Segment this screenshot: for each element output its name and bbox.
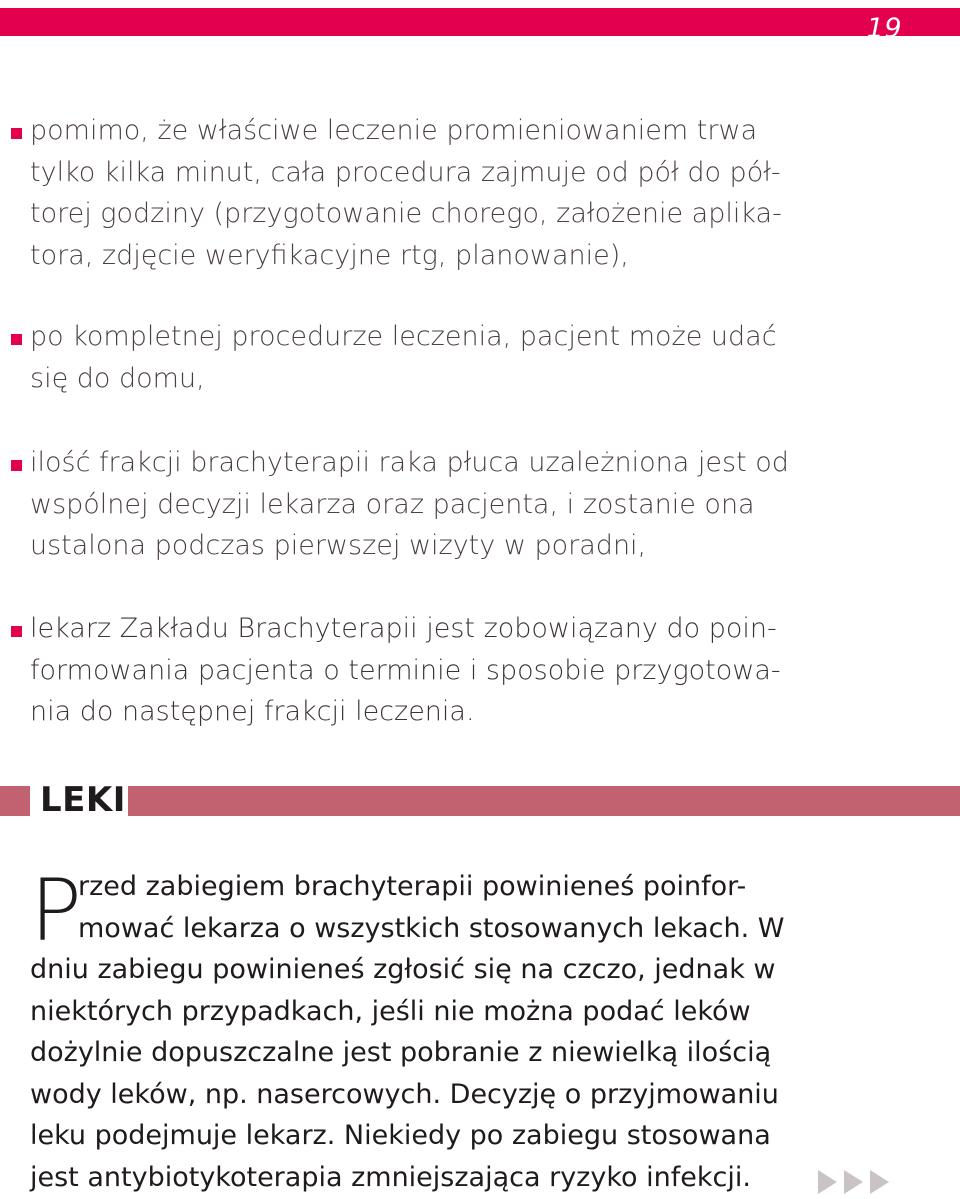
- page-number: 19: [866, 13, 902, 44]
- paragraph-line: mować lekarza o wszystkich stosowanych lekach. W: [78, 912, 785, 944]
- paragraph-line: leku podejmuje lekarz. Niekiedy po zabiegu stosowana: [30, 1120, 771, 1151]
- bullet-line: nia do następnej frakcji leczenia.: [30, 696, 475, 727]
- header-bar: [0, 8, 960, 44]
- list-item: [30, 442, 790, 567]
- bullet-line: pomimo, że właściwe leczenie promieniowaniem trwa: [30, 115, 758, 146]
- bullet-square-icon: [11, 460, 22, 471]
- paragraph-line: wody leków, np. nasercowych. Decyzję o przyjmowaniu: [30, 1078, 779, 1110]
- section-header: [0, 782, 960, 818]
- list-item: [30, 110, 790, 276]
- section-square-icon: [0, 786, 30, 816]
- paragraph-line: dniu zabiegu powinieneś zgłosić się na czczo, jednak w: [30, 954, 776, 985]
- bullet-line: formowania pacjenta o terminie i sposobie przygotowa-: [30, 654, 781, 686]
- bullet-square-icon: [11, 334, 22, 345]
- bullet-line: ilość frakcji brachyterapii raka płuca uzależniona jest od: [30, 447, 789, 478]
- list-item: [30, 608, 790, 733]
- bullet-line: tora, zdjęcie weryfikacyjne rtg, planowanie),: [30, 239, 629, 271]
- arrow-right-icon: [870, 1170, 889, 1194]
- bullet-line: lekarz Zakładu Brachyterapii jest zobowiązany do poin-: [30, 613, 777, 644]
- bullet-square-icon: [11, 128, 22, 139]
- bullet-line: po kompletnej procedurze leczenia, pacjent może udać: [30, 321, 777, 352]
- list-item: [30, 316, 790, 399]
- arrow-right-icon: [844, 1170, 863, 1194]
- bullet-line: się do domu,: [30, 362, 205, 394]
- bullet-square-icon: [11, 626, 22, 637]
- continue-arrows-icon: [818, 1170, 908, 1194]
- bullet-line: tylko kilka minut, cała procedura zajmuje od pół do pół-: [30, 156, 781, 188]
- arrow-right-icon: [818, 1170, 837, 1194]
- paragraph-line: rzed zabiegiem brachyterapii powinieneś poinfor-: [78, 871, 747, 902]
- paragraph-line: niektórych przypadkach, jeśli nie można podać leków: [30, 995, 751, 1027]
- paragraph-line: jest antybiotykoterapia zmniejszająca ryzyko infekcji.: [30, 1161, 751, 1193]
- bullet-line: wspólnej decyzji lekarza oraz pacjenta, i zostanie ona: [30, 488, 755, 520]
- section-divider: [128, 786, 960, 816]
- bullet-line: ustalona podczas pierwszej wizyty w poradni,: [30, 530, 647, 561]
- drop-cap: P: [30, 861, 82, 961]
- section-title: LEKI: [40, 780, 126, 820]
- bullet-line: torej godziny (przygotowanie chorego, założenie aplika-: [30, 198, 782, 229]
- paragraph-line: dożylnie dopuszczalne jest pobranie z niewielką ilością: [30, 1037, 772, 1068]
